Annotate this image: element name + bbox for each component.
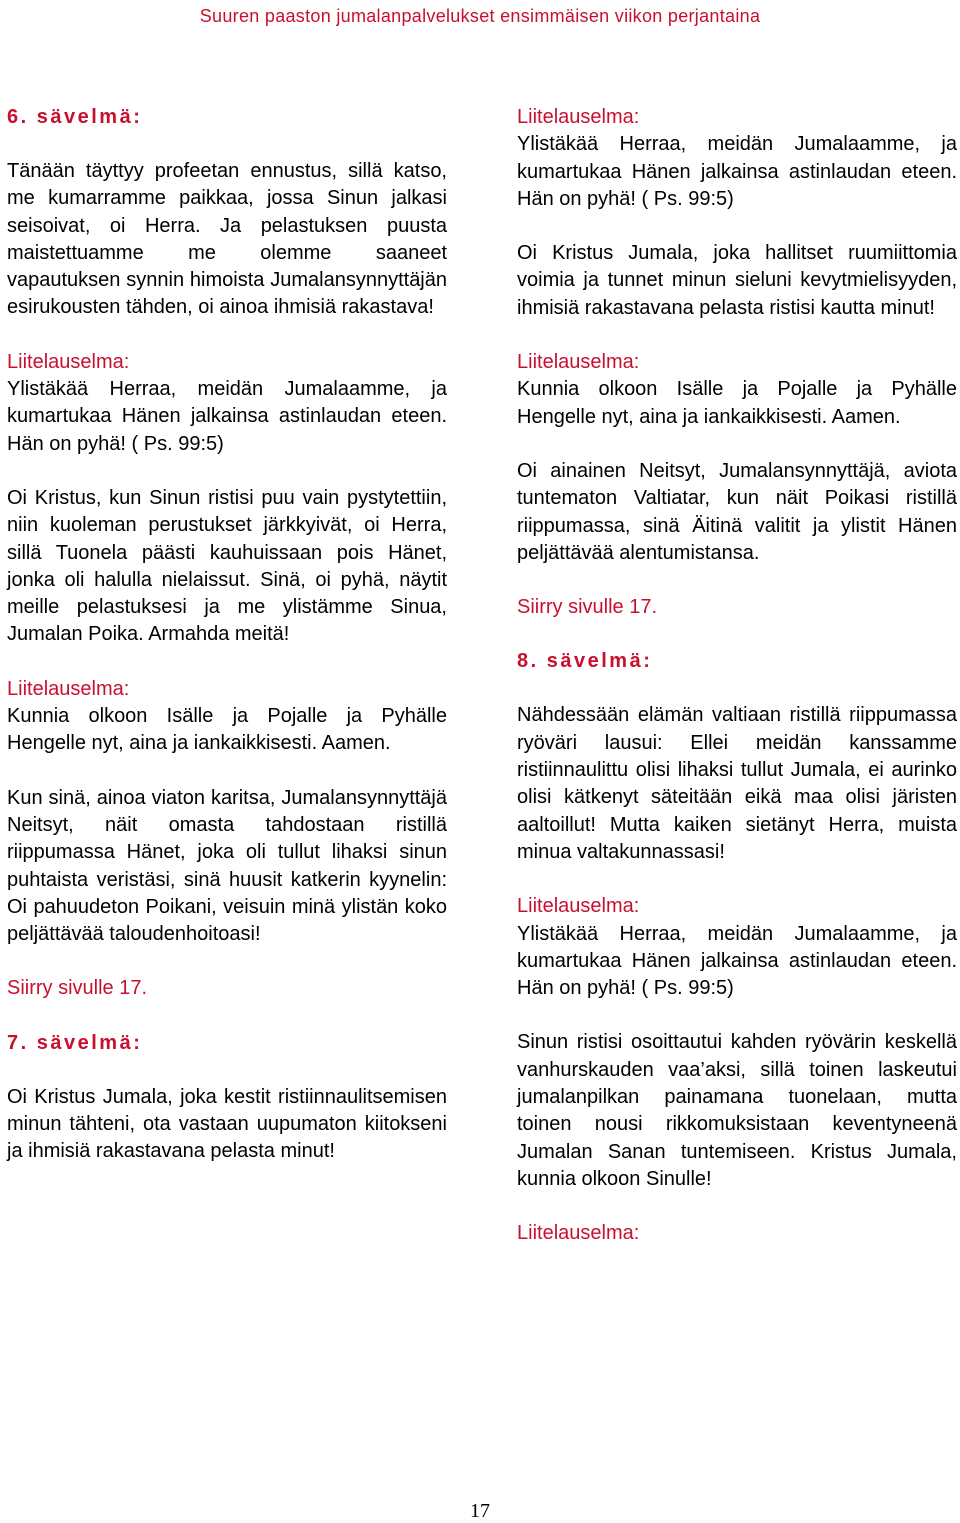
refrain-text: Kunnia olkoon Isälle ja Pojalle ja Pyhälle Hengelle nyt, aina ja iankaikkisesti. Aamen.: [517, 378, 957, 428]
refrain-block: [7, 676, 447, 758]
hymn-paragraph: Nähdessään elämän valtiaan ristillä riippumassa ryöväri lausui: Ellei meidän kanssamme ristiinnaulittu olisi lihaksi tullut Jumala, ei aurinko olisi kätkenyt säteitään eikä maa olisi järisten aaltoillut! Mutta kaiken sietänyt Herra, muista minua valtakunnassasi!: [517, 704, 957, 863]
refrain-block: [517, 349, 957, 431]
refrain-label: Liitelauselma:: [7, 677, 130, 700]
refrain-label: Liitelauselma:: [517, 895, 640, 918]
page-number: 17: [470, 1500, 490, 1522]
hymn-paragraph: Kun sinä, ainoa viaton karitsa, Jumalansynnyttäjä Neitsyt, näit omasta tahdostaan ristillä riippumassa Hänet, joka oli tullut lihaksi sinun puhtaista veristäsi, sinä huusit katkerin kyynelin: Oi pahuudeton Poikani, veisuin minä ylistän koko peljättävää taloudenhoitoasi!: [7, 786, 447, 946]
goto-page-link[interactable]: Siirry sivulle 17.: [517, 596, 658, 619]
refrain-label: Liitelauselma:: [517, 351, 640, 374]
section-heading-6: 6. sävelmä:: [7, 106, 143, 128]
refrain-label: Liitelauselma:: [517, 106, 640, 128]
hymn-paragraph: Oi Kristus Jumala, joka hallitset ruumiittomia voimia ja tunnet minun sieluni kevytmielisyyden, ihmisiä rakastavana pelasta ristisi kautta minut!: [517, 242, 957, 319]
refrain-text: Kunnia olkoon Isälle ja Pojalle ja Pyhälle Hengelle nyt, aina ja iankaikkisesti. Aamen.: [7, 705, 447, 755]
refrain-text: Ylistäkää Herraa, meidän Jumalaamme, ja kumartukaa Hänen jalkainsa astinlaudan eteen. Hän on pyhä! ( Ps. 99:5): [517, 133, 957, 210]
hymn-paragraph: Oi ainainen Neitsyt, Jumalansynnyttäjä, aviota tuntematon Valtiatar, kun näit Poikasi ristillä riippumassa, sinä Äitinä valitit ja ylistit Hänen peljättävää alentumistansa.: [517, 459, 957, 564]
refrain-block: [517, 893, 957, 1002]
refrain-label: Liitelauselma:: [7, 350, 130, 373]
section-heading-7: 7. sävelmä:: [7, 1031, 143, 1054]
hymn-paragraph: Oi Kristus Jumala, joka kestit ristiinnaulitsemisen minun tähteni, ota vastaan uupumaton kiitokseni ja ihmisiä rakastavana pelasta minut!: [7, 1085, 447, 1163]
hymn-paragraph: Oi Kristus, kun Sinun ristisi puu vain pystytettiin, niin kuoleman perustukset järkkyivät, oi Herra, sillä Tuonela päästi kauhuissaan pois Hänet, jonka oli halulla nielaissut. Sinä, oi pyhä, näytit meille pelastuksesi ja me ylistämme Sinua, Jumalan Poika. Armahda meitä!: [7, 486, 447, 646]
refrain-text: Ylistäkää Herraa, meidän Jumalaamme, ja kumartukaa Hänen jalkainsa astinlaudan eteen. Hän on pyhä! ( Ps. 99:5): [7, 378, 447, 455]
page-header-title: Suuren paaston jumalanpalvelukset ensimmäisen viikon perjantaina: [199, 6, 761, 26]
right-column: [517, 104, 957, 1248]
left-column: [7, 104, 447, 1193]
refrain-label: Liitelauselma:: [517, 1222, 640, 1245]
refrain-block: [517, 104, 957, 213]
goto-page-link[interactable]: Siirry sivulle 17.: [7, 977, 148, 1000]
refrain-text: Ylistäkää Herraa, meidän Jumalaamme, ja kumartukaa Hänen jalkainsa astinlaudan eteen. Hän on pyhä! ( Ps. 99:5): [517, 922, 957, 1000]
refrain-block: [7, 349, 447, 458]
hymn-paragraph: Sinun ristisi osoittautui kahden ryövärin keskellä vanhurskauden vaa’aksi, sillä toinen laskeutui jumalanpilkan painamana tuonelaan, mutta toinen nousi rikkomuksistaan keventyneenä Jumalan Sanan tuntemiseen. Kristus Jumala, kunnia olkoon Sinulle!: [517, 1031, 957, 1190]
section-heading-8: 8. sävelmä:: [517, 650, 653, 673]
hymn-paragraph: Tänään täyttyy profeetan ennustus, sillä katso, me kumarramme paikkaa, jossa Sinun jalkasi seisoivat, oi Herra. Ja pelastuksen puusta maistettuamme me olemme saaneet vapautuksen synnin himoista Jumalansynnyttäjän esirukousten tähden, oi ainoa ihmisiä rakastava!: [7, 160, 447, 319]
